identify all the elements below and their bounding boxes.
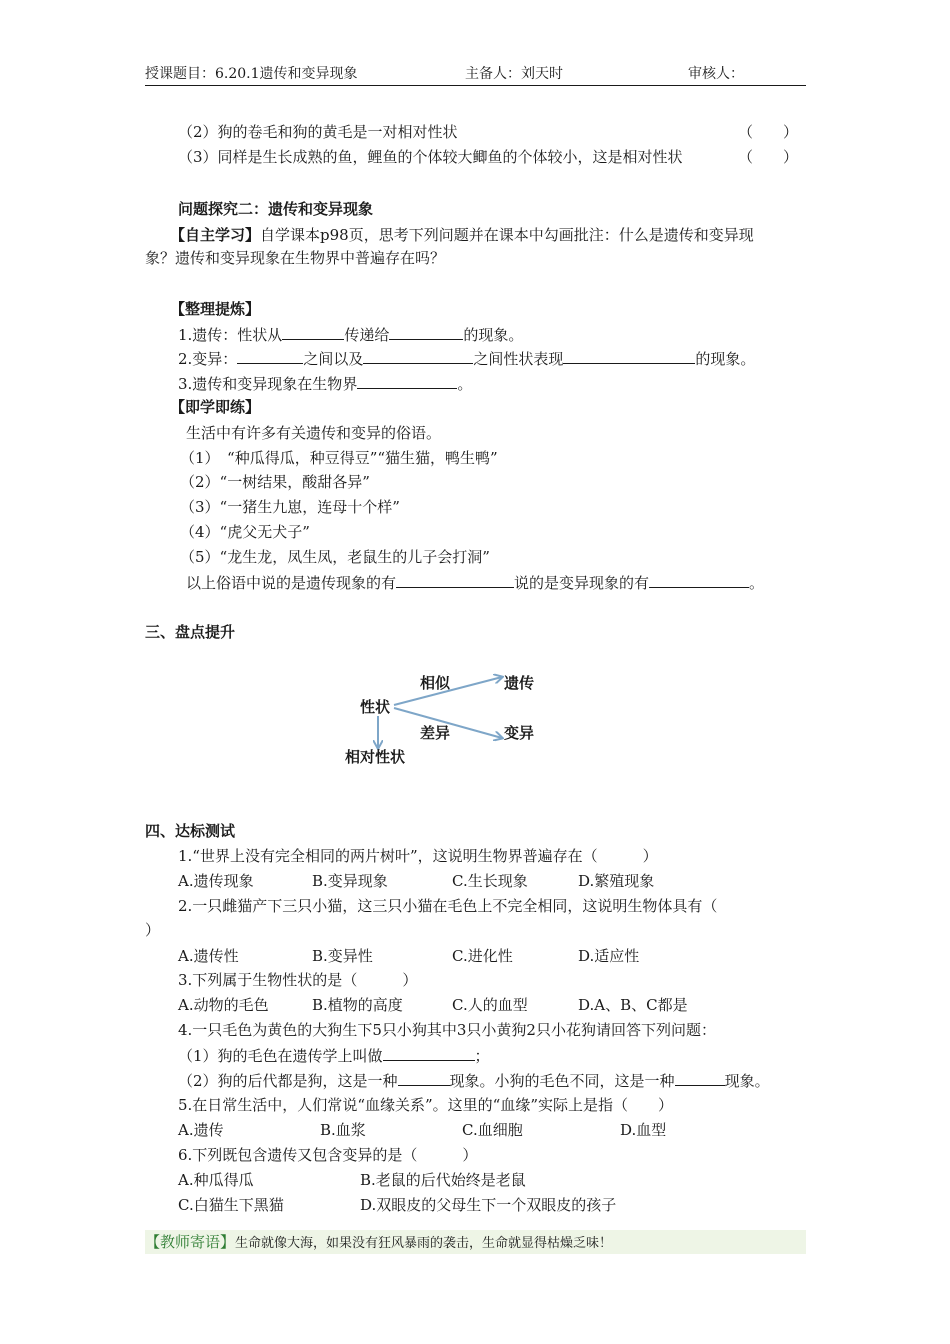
fill-blank[interactable] bbox=[237, 348, 303, 364]
test-question-6: 6.下列既包含遗传又包含变异的是（ ） bbox=[178, 1146, 478, 1164]
summary-item-3 bbox=[178, 373, 472, 394]
q4-sub-1 bbox=[178, 1045, 490, 1066]
q3-option-c: C.人的血型 bbox=[452, 996, 528, 1014]
fill-blank[interactable] bbox=[389, 324, 463, 340]
test-question-3: 3.下列属于生物性状的是（ ） bbox=[178, 971, 418, 989]
practice-intro: 生活中有许多有关遗传和变异的俗语。 bbox=[186, 424, 442, 442]
s1-text-c: 的现象。 bbox=[463, 326, 524, 344]
s2-text-d: 的现象。 bbox=[695, 350, 756, 368]
section3-title: 三、盘点提升 bbox=[145, 623, 236, 641]
fill-blank[interactable] bbox=[396, 572, 514, 588]
s1-text-b: 传递给 bbox=[344, 326, 390, 344]
q4-2-text-c: 现象。 bbox=[724, 1072, 770, 1090]
q3-option-b: B.植物的高度 bbox=[312, 996, 403, 1014]
fill-blank[interactable] bbox=[398, 1070, 450, 1086]
s3-text-b: 。 bbox=[457, 375, 473, 393]
fill-blank[interactable] bbox=[675, 1070, 725, 1086]
fill-blank[interactable] bbox=[363, 348, 473, 364]
saying-item: （5）“龙生龙，凤生凤，老鼠生的儿子会打洞” bbox=[180, 548, 490, 566]
q3-option-a: A.动物的毛色 bbox=[178, 996, 269, 1014]
summary-item-1 bbox=[178, 324, 523, 345]
saying-item: （2）“一树结果，酸甜各异” bbox=[180, 473, 370, 491]
s2-text-b: 之间以及 bbox=[303, 350, 364, 368]
self-study-text1: 自学课本p98页，思考下列问题并在课本中勾画批注：什么是遗传和变异现 bbox=[260, 226, 754, 244]
fill-blank[interactable] bbox=[357, 373, 457, 389]
section2-title: 问题探究二：遗传和变异现象 bbox=[178, 200, 374, 218]
judge-question-2-paren: （ ） bbox=[738, 123, 799, 141]
header-preparer: 主备人：刘天时 bbox=[465, 66, 563, 82]
q4-1-text-b: ； bbox=[474, 1047, 490, 1065]
header-reviewer: 审核人： bbox=[688, 66, 744, 82]
diagram-relative-trait-label: 相对性状 bbox=[345, 748, 406, 766]
q5-option-c: C.血细胞 bbox=[462, 1121, 523, 1139]
s2-text-c: 之间性状表现 bbox=[473, 350, 564, 368]
q6-option-c: C.白猫生下黑猫 bbox=[178, 1196, 284, 1214]
conclusion-text-a: 以上俗语中说的是遗传现象的有 bbox=[186, 574, 397, 592]
test-question-2-cont: ） bbox=[145, 921, 161, 939]
q6-option-d: D.双眼皮的父母生下一个双眼皮的孩子 bbox=[360, 1196, 617, 1214]
q4-1-text-a: （1）狗的毛色在遗传学上叫做 bbox=[178, 1047, 383, 1065]
practice-title: 【即学即练】 bbox=[170, 398, 261, 416]
q1-option-c: C.生长现象 bbox=[452, 872, 528, 890]
q1-option-b: B.变异现象 bbox=[312, 872, 388, 890]
conclusion-text-c: 。 bbox=[749, 574, 765, 592]
self-study-line1 bbox=[170, 225, 754, 245]
self-study-tag: 【自主学习】 bbox=[170, 226, 261, 244]
fill-blank[interactable] bbox=[282, 324, 344, 340]
diagram-heredity-label: 遗传 bbox=[504, 674, 535, 692]
fill-blank[interactable] bbox=[383, 1045, 475, 1061]
header-divider bbox=[145, 85, 806, 86]
saying-item: （4）“虎父无犬子” bbox=[180, 523, 310, 541]
diagram-variation-label: 变异 bbox=[504, 724, 535, 742]
trait-concept-diagram bbox=[330, 660, 570, 780]
diagram-similar-label: 相似 bbox=[420, 674, 451, 692]
saying-item: （1） “种瓜得瓜，种豆得豆”“猫生猫，鸭生鸭” bbox=[180, 449, 498, 467]
judge-question-3: （3）同样是生长成熟的鱼，鲤鱼的个体较大鲫鱼的个体较小，这是相对性状 bbox=[178, 148, 683, 166]
self-study-line2: 象？遗传和变异现象在生物界中普遍存在吗？ bbox=[145, 249, 446, 267]
diagram-trait-label: 性状 bbox=[360, 698, 391, 716]
header-topic: 授课题目：6.20.1遗传和变异现象 bbox=[145, 66, 358, 82]
fill-blank[interactable] bbox=[563, 348, 695, 364]
judge-question-2: （2）狗的卷毛和狗的黄毛是一对相对性状 bbox=[178, 123, 458, 141]
q5-option-b: B.血浆 bbox=[320, 1121, 366, 1139]
practice-conclusion bbox=[186, 572, 764, 593]
section4-title: 四、达标测试 bbox=[145, 822, 236, 840]
s1-text-a: 1.遗传：性状从 bbox=[178, 326, 283, 344]
judge-question-3-paren: （ ） bbox=[738, 148, 799, 166]
teacher-message bbox=[145, 1232, 612, 1254]
test-question-4: 4.一只毛色为黄色的大狗生下5只小狗其中3只小黄狗2只小花狗请回答下列问题： bbox=[178, 1021, 716, 1039]
diagram-difference-label: 差异 bbox=[420, 724, 451, 742]
test-question-1: 1.“世界上没有完全相同的两片树叶”，这说明生物界普遍存在（ ） bbox=[178, 847, 658, 865]
saying-item: （3）“一猪生九崽，连母十个样” bbox=[180, 498, 400, 516]
teacher-message-tag: 【教师寄语】 bbox=[145, 1233, 236, 1251]
summary-title: 【整理提炼】 bbox=[170, 300, 261, 318]
fill-blank[interactable] bbox=[649, 572, 749, 588]
test-question-2: 2.一只雌猫产下三只小猫，这三只小猫在毛色上不完全相同，这说明生物体具有（ bbox=[178, 897, 718, 915]
teacher-message-text: 生命就像大海，如果没有狂风暴雨的袭击，生命就显得枯燥乏味！ bbox=[235, 1236, 613, 1251]
q4-2-text-b: 现象。小狗的毛色不同，这是一种 bbox=[449, 1072, 675, 1090]
q3-option-d: D.A、B、C都是 bbox=[578, 996, 688, 1014]
test-question-5: 5.在日常生活中，人们常说“血缘关系”。这里的“血缘”实际上是指（ ） bbox=[178, 1096, 673, 1114]
q2-option-a: A.遗传性 bbox=[178, 947, 239, 965]
conclusion-text-b: 说的是变异现象的有 bbox=[514, 574, 650, 592]
q6-option-b: B.老鼠的后代始终是老鼠 bbox=[360, 1171, 526, 1189]
q4-sub-2 bbox=[178, 1070, 770, 1091]
q6-option-a: A.种瓜得瓜 bbox=[178, 1171, 254, 1189]
q5-option-d: D.血型 bbox=[620, 1121, 667, 1139]
summary-item-2 bbox=[178, 348, 755, 369]
s3-text-a: 3.遗传和变异现象在生物界 bbox=[178, 375, 358, 393]
q4-2-text-a: （2）狗的后代都是狗，这是一种 bbox=[178, 1072, 398, 1090]
q2-option-b: B.变异性 bbox=[312, 947, 373, 965]
q1-option-d: D.繁殖现象 bbox=[578, 872, 655, 890]
q5-option-a: A.遗传 bbox=[178, 1121, 224, 1139]
q2-option-c: C.进化性 bbox=[452, 947, 513, 965]
q1-option-a: A.遗传现象 bbox=[178, 872, 254, 890]
q2-option-d: D.适应性 bbox=[578, 947, 640, 965]
s2-text-a: 2.变异： bbox=[178, 350, 238, 368]
